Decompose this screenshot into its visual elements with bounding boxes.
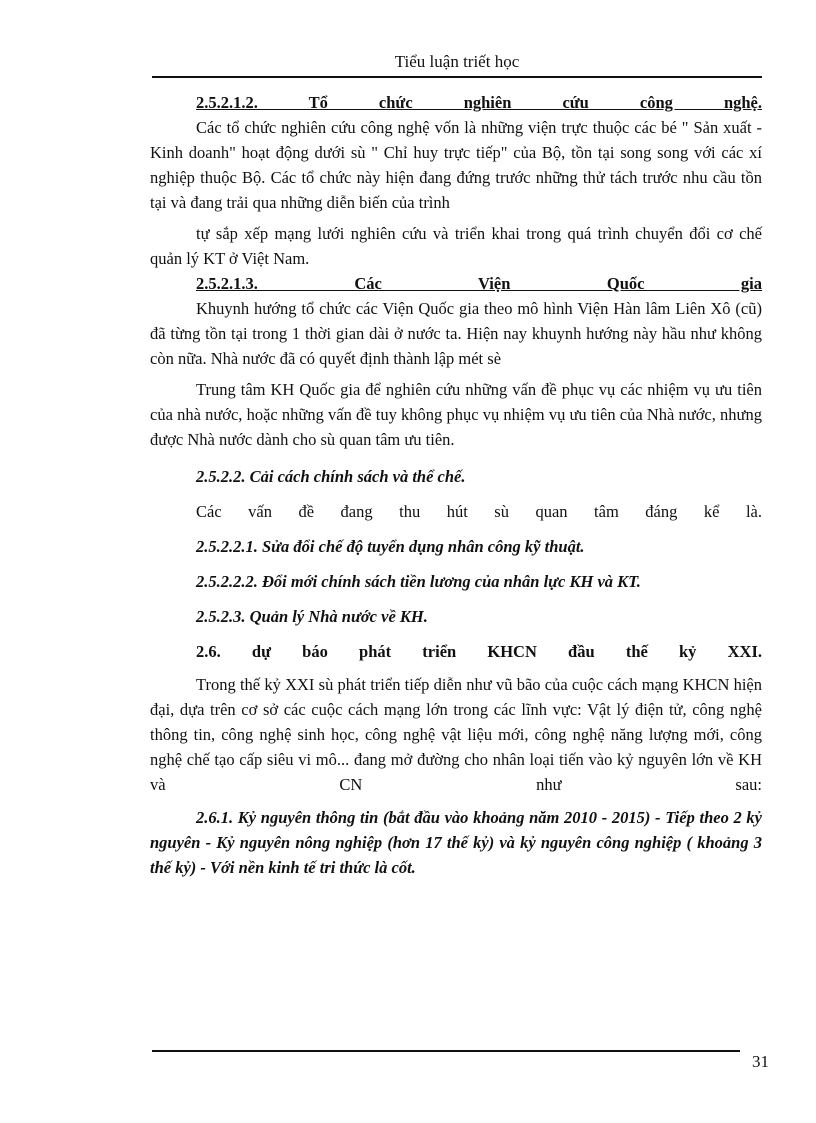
heading-cai-cach-chinh-sach: 2.5.2.2. Cải cách chính sách và thể chế.: [196, 467, 466, 486]
heading-quan-ly-nha-nuoc: 2.5.2.3. Quản lý Nhà nước về KH.: [196, 607, 428, 626]
page-number: 31: [752, 1052, 769, 1071]
heading-sua-doi-che-do: 2.5.2.2.1. Sửa đổi chế độ tuyển dụng nhân công kỹ thuật.: [196, 537, 585, 556]
paragraph-vien-quoc-gia-1: Khuynh hướng tổ chức các Viện Quốc gia theo mô hình Viện Hàn lâm Liên Xô (cũ) đã từng tồn tại trong 1 thời gian dài ở nước ta. Hiện nay khuynh hướng này hầu như không còn nữa. Nhà nước đã có quyết định thành lập mét sè: [150, 299, 762, 368]
heading-to-chuc-nghien-cuu: 2.5.2.1.2. Tổ chức nghiên cứu công nghệ.: [196, 93, 762, 112]
paragraph-cai-cach: Các vấn đề đang thu hút sù quan tâm đáng kể là.: [196, 502, 762, 521]
paragraph-vien-quoc-gia-2: Trung tâm KH Quốc gia để nghiên cứu những vấn đề phục vụ các nhiệm vụ ưu tiên của nhà nước, hoặc những vấn đề tuy không phục vụ nhiệm vụ ưu tiên của Nhà nước, nhưng được Nhà nước dành cho sù quan tâm ưu tiên.: [150, 380, 762, 449]
paragraph-to-chuc-1: Các tổ chức nghiên cứu công nghệ vốn là những viện trực thuộc các bé " Sản xuất - Kinh doanh" hoạt động dưới sù " Chỉ huy trực tiếp" của Bộ, tồn tại song song với các xí nghiệp thuộc Bộ. Các tổ chức này hiện đang đứng trước những thử tách trước nhu cầu tồn tại và đang trải qua những diễn biến của trình: [150, 118, 762, 212]
paragraph-du-bao: Trong thế kỷ XXI sù phát triển tiếp diễn như vũ bão của cuộc cách mạng KHCN hiện đại, dựa trên cơ sở các cuộc cách mạng lớn trong các lĩnh vực: Vật lý điện tử, công nghệ thông tin, công nghệ sinh học, công nghệ vật liệu mới, công nghệ năng lượng mới, công nghệ chế tạo cấp siêu vi mô... đang mở đường cho nhân loại tiến vào kỷ nguyên lớn về KH và CN như sau:: [150, 675, 762, 794]
header-divider: [152, 76, 762, 78]
footer-divider: [152, 1050, 740, 1052]
paragraph-ky-nguyen-thong-tin: 2.6.1. Kỷ nguyên thông tin (bắt đầu vào khoảng năm 2010 - 2015) - Tiếp theo 2 kỷ nguyên - Kỷ nguyên nông nghiệp (hơn 17 thế kỷ) và kỷ nguyên công nghiệp ( khoảng 3 thế kỷ) - Với nền kinh tế tri thức là cốt.: [150, 808, 762, 877]
heading-du-bao-phat-trien: 2.6. dự báo phát triển KHCN đầu thế kỷ XXI.: [196, 642, 762, 661]
document-body: [150, 90, 762, 880]
heading-vien-quoc-gia: 2.5.2.1.3. Các Viện Quốc gia: [196, 274, 762, 293]
page-header-title: Tiểu luận triết học: [394, 52, 520, 71]
heading-doi-moi-tien-luong: 2.5.2.2.2. Đổi mới chính sách tiền lương của nhân lực KH và KT.: [196, 572, 641, 591]
paragraph-to-chuc-2: tự sắp xếp mạng lưới nghiên cứu và triển khai trong quá trình chuyển đổi cơ chế quản lý KT ở Việt Nam.: [150, 224, 762, 268]
